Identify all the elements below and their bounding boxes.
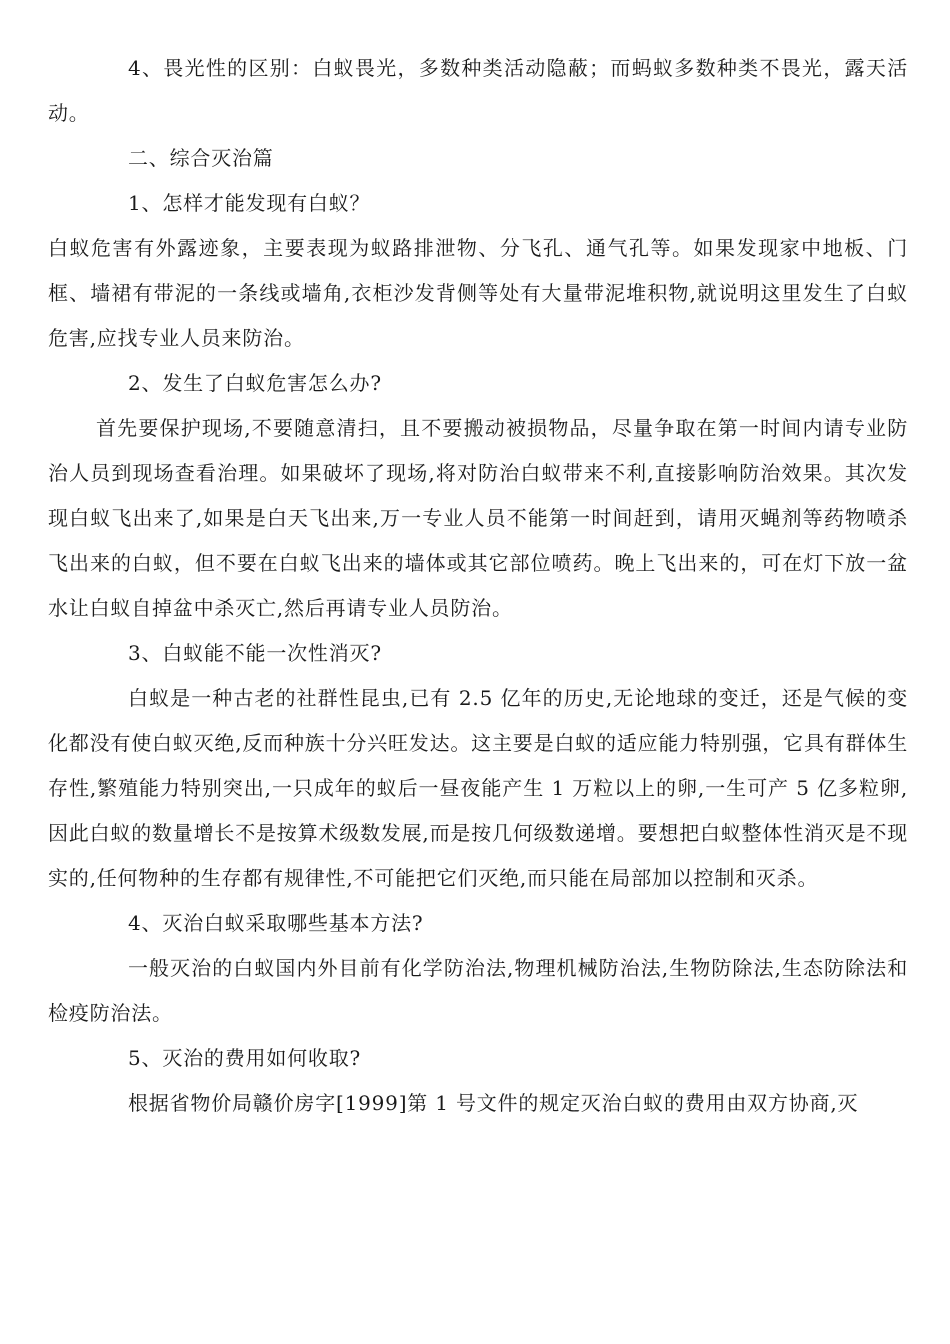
answer-3-paragraph: 白蚁是一种古老的社群性昆虫,已有 2.5 亿年的历史,无论地球的变迁，还是气候的变化都没有使白蚁灭绝,反而种族十分兴旺发达。这主要是白蚁的适应能力特别强，它具有群体生存性,繁殖能力特别突出,一只成年的蚁后一昼夜能产生 1 万粒以上的卵,一生可产 5 亿多粒卵,因此白蚁的数量增长不是按算术级数发展,而是按几何级数递增。要想把白蚁整体性消灭是不现实的,任何物种的生存都有规律性,不可能把它们灭绝,而只能在局部加以控制和灭杀。 (48, 686, 908, 890)
answer-4-paragraph: 一般灭治的白蚁国内外目前有化学防治法,物理机械防治法,生物防除法,生态防除法和检疫防治法。 (48, 956, 908, 1025)
document-body (48, 46, 908, 1126)
answer-1-paragraph: 白蚁危害有外露迹象，主要表现为蚁路排泄物、分飞孔、通气孔等。如果发现家中地板、门框、墙裙有带泥的一条线或墙角,衣柜沙发背侧等处有大量带泥堆积物,就说明这里发生了白蚁危害,应找专业人员来防治。 (48, 236, 908, 350)
section-heading-comprehensive-control: 二、综合灭治篇 (128, 146, 274, 170)
question-2-heading: 2、发生了白蚁危害怎么办? (128, 371, 382, 395)
paragraph-light-sensitivity: 4、畏光性的区别：白蚁畏光，多数种类活动隐蔽；而蚂蚁多数种类不畏光，露天活动。 (48, 56, 908, 125)
answer-2-paragraph: 首先要保护现场,不要随意清扫，且不要搬动被损物品，尽量争取在第一时间内请专业防治人员到现场查看治理。如果破坏了现场,将对防治白蚁带来不利,直接影响防治效果。其次发现白蚁飞出来了,如果是白天飞出来,万一专业人员不能第一时间赶到，请用灭蝇剂等药物喷杀飞出来的白蚁，但不要在白蚁飞出来的墙体或其它部位喷药。晚上飞出来的，可在灯下放一盆水让白蚁自掉盆中杀灭亡,然后再请专业人员防治。 (48, 416, 908, 620)
answer-5-paragraph: 根据省物价局赣价房字[1999]第 1 号文件的规定灭治白蚁的费用由双方协商,灭 (128, 1091, 859, 1115)
question-5-heading: 5、灭治的费用如何收取? (128, 1046, 362, 1070)
question-4-heading: 4、灭治白蚁采取哪些基本方法? (128, 911, 424, 935)
question-3-heading: 3、白蚁能不能一次性消灭? (128, 641, 382, 665)
question-1-heading: 1、怎样才能发现有白蚁？ (128, 191, 371, 215)
